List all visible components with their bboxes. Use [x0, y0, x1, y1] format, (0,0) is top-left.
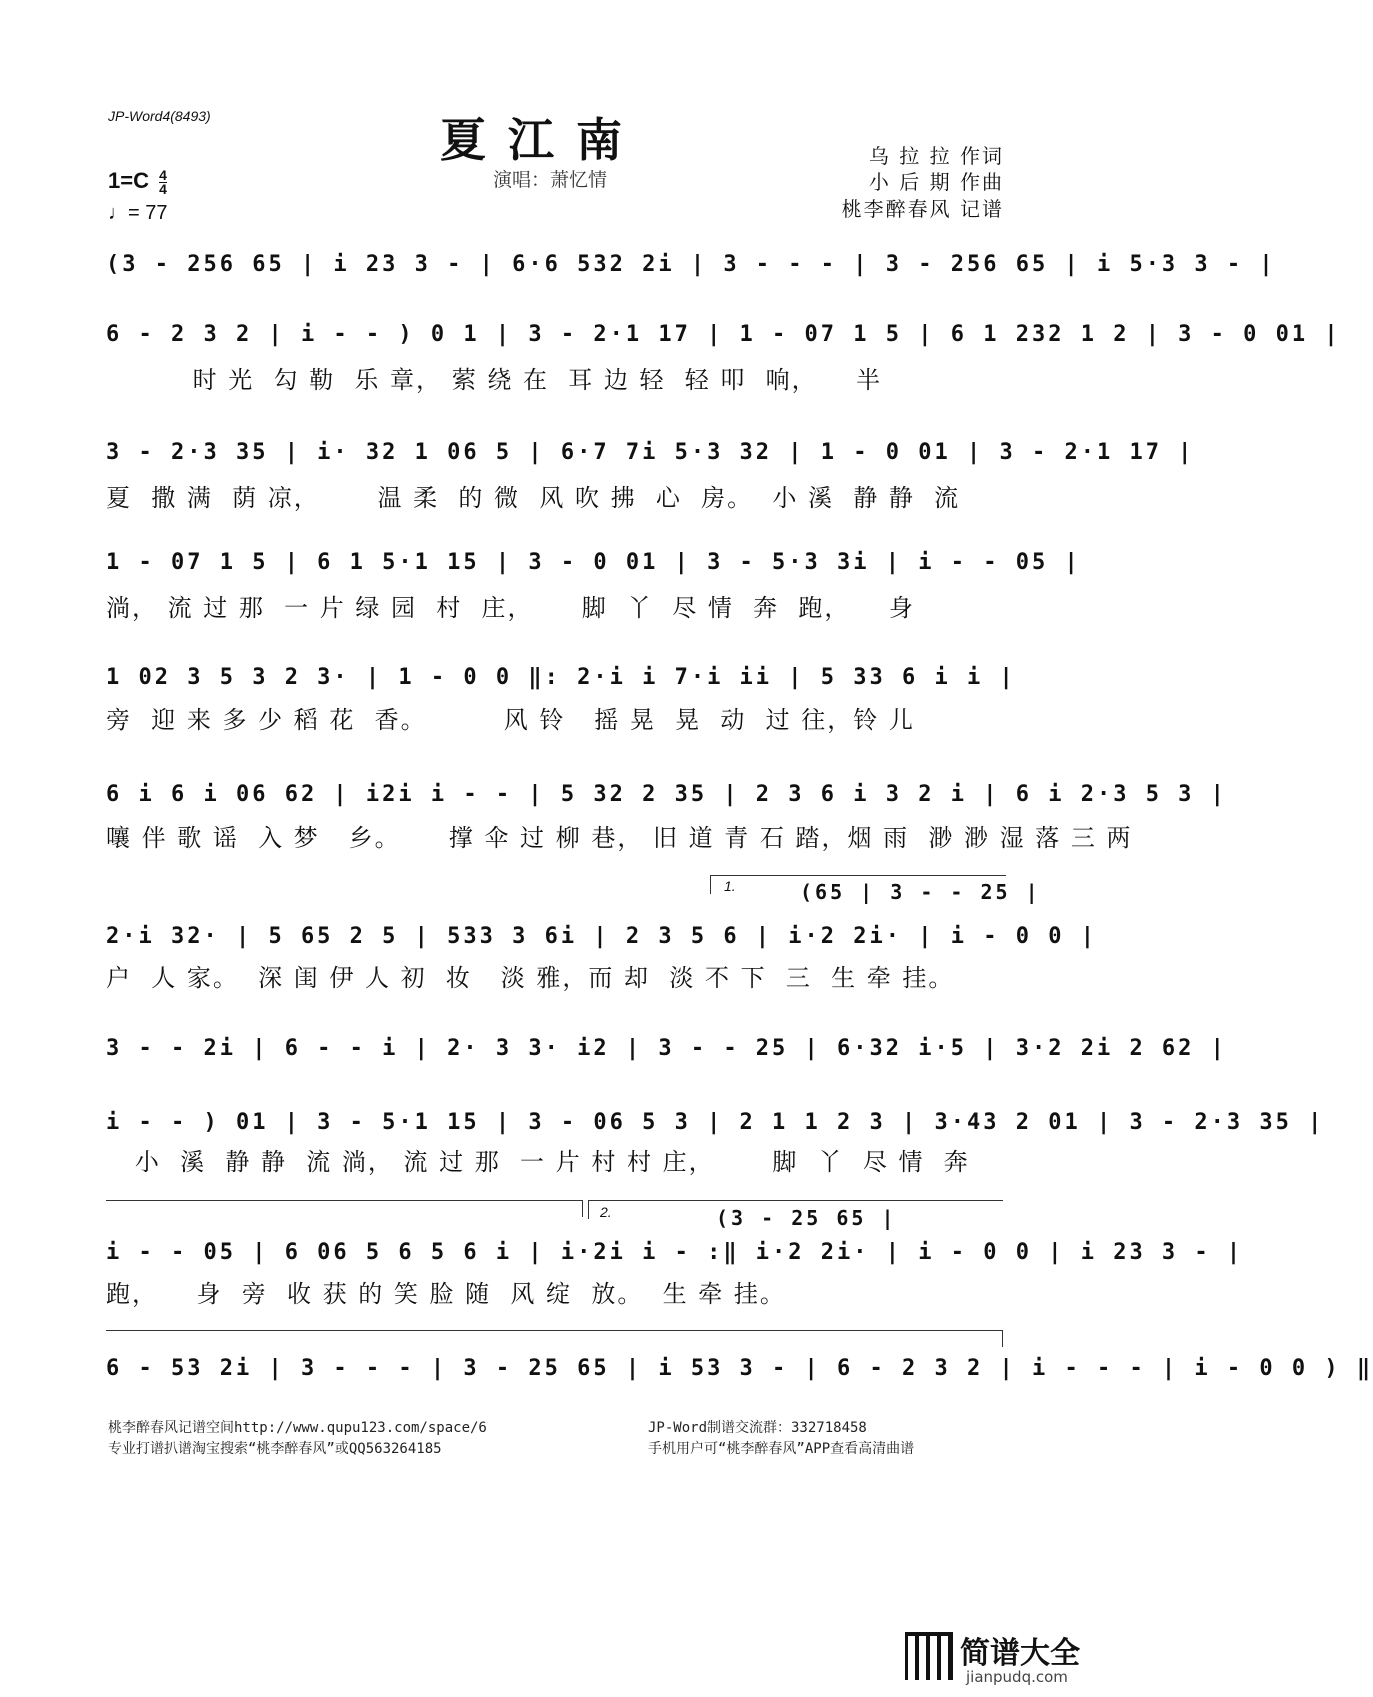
composer-credit: 小 后 期 作曲 — [868, 170, 1004, 194]
song-title: 夏江南 — [440, 113, 644, 167]
notes-line-2: 6 - 2 3 2 | i - - ) 0 1 | 3 - 2·1 17 | 1 - 07 1 5 | 6 1 232 1 2 | 3 - 0 01 | — [106, 322, 1341, 347]
key-signature — [108, 168, 167, 196]
notes-line-8: 3 - - 2i | 6 - - i | 2· 3 3· i2 | 3 - - 25 | 6·32 i·5 | 3·2 2i 2 62 | — [106, 1036, 1227, 1061]
lyric-line-4: 淌， 流 过 那 一 片 绿 园 村 庄， 脚 丫 尽 情 奔 跑， 身 — [106, 594, 915, 622]
lyric-line-5: 旁 迎 来 多 少 稻 花 香。 风 铃 摇 晃 晃 动 过 往，铃 儿 — [106, 706, 915, 734]
lyric-line-6: 嚷 伴 歌 谣 入 梦 乡。 撑 伞 过 柳 巷， 旧 道 青 石 踏，烟 雨 渺 渺 湿 落 三 两 — [106, 824, 1133, 852]
repeat-span-bracket — [106, 1200, 583, 1217]
time-signature — [159, 166, 167, 197]
notes-line-7: 2·i 32· | 5 65 2 5 | 533 3 6i | 2 3 5 6 | i·2 2i· | i - 0 0 | — [106, 924, 1097, 949]
time-numerator: 4 — [159, 166, 167, 183]
notes-line-9: i - - ) 01 | 3 - 5·1 15 | 3 - 06 5 3 | 2 1 1 2 3 | 3·43 2 01 | 3 - 2·3 35 | — [106, 1110, 1325, 1135]
notes-line-3: 3 - 2·3 35 | i· 32 1 06 5 | 6·7 7i 5·3 32 | 1 - 0 01 | 3 - 2·1 17 | — [106, 440, 1195, 465]
footer-group-info: JP-Word制谱交流群：332718458 — [648, 1420, 867, 1436]
notes-line-10: i - - 05 | 6 06 5 6 5 6 i | i·2i i - :‖ i·2 2i· | i - 0 0 | i 23 3 - | — [106, 1240, 1244, 1265]
footer-space-link: 桃李醉春风记谱空间http://www.qupu123.com/space/6 — [108, 1420, 487, 1436]
second-ending-number: 2. — [600, 1204, 612, 1220]
logo-text: 简谱大全 — [960, 1636, 1080, 1671]
first-ending-number: 1. — [724, 878, 736, 894]
lyric-line-9: 小 溪 静 静 流 淌， 流 过 那 一 片 村 村 庄， 脚 丫 尽 情 奔 — [106, 1148, 970, 1176]
tempo-value: = 77 — [128, 202, 168, 224]
transcriber-credit: 桃李醉春风 记谱 — [841, 197, 1004, 221]
notes-line-1: (3 - 256 65 | i 23 3 - | 6·6 532 2i | 3 - - - | 3 - 256 65 | i 5·3 3 - | — [106, 252, 1276, 277]
software-label: JP-Word4(8493) — [108, 108, 211, 124]
tempo-marking — [108, 202, 167, 225]
logo-url: jianpudq.com — [966, 1668, 1068, 1686]
notes-line-11: 6 - 53 2i | 3 - - - | 3 - 25 65 | i 53 3 - | 6 - 2 3 2 | i - - - | i - 0 0 ) ‖ — [106, 1356, 1373, 1381]
coda-bracket — [106, 1330, 1003, 1347]
footer-shop-info: 专业打谱扒谱淘宝搜索“桃李醉春风”或QQ563264185 — [108, 1441, 442, 1457]
notes-line-4: 1 - 07 1 5 | 6 1 5·1 15 | 3 - 0 01 | 3 - 5·3 3i | i - - 05 | — [106, 550, 1081, 575]
lyric-line-3: 夏 撒 满 荫 凉， 温 柔 的 微 风 吹 拂 心 房。 小 溪 静 静 流 — [106, 484, 961, 512]
lyric-line-2: 时 光 勾 勒 乐 章， 萦 绕 在 耳 边 轻 轻 叩 响， 半 — [106, 366, 883, 394]
lyric-line-10: 跑， 身 旁 收 获 的 笑 脸 随 风 绽 放。 生 牵 挂。 — [106, 1280, 786, 1308]
footer-app-info: 手机用户可“桃李醉春风”APP查看高清曲谱 — [648, 1441, 915, 1457]
second-ending-inner-notes: (3 - 25 65 | — [716, 1206, 897, 1230]
notes-line-6: 6 i 6 i 06 62 | i2i i - - | 5 32 2 35 | 2 3 6 i 3 2 i | 6 i 2·3 5 3 | — [106, 782, 1227, 807]
lyricist-credit: 乌 拉 拉 作词 — [868, 144, 1004, 168]
quarter-note-icon: ♩ — [108, 202, 128, 224]
notes-line-5: 1 02 3 5 3 2 3· | 1 - 0 0 ‖: 2·i i 7·i ii | 5 33 6 i i | — [106, 665, 1016, 690]
time-denominator: 4 — [159, 180, 167, 197]
singer-label: 演唱：萧忆情 — [493, 169, 608, 191]
first-ending-inner-notes: (65 | 3 - - 25 | — [800, 880, 1041, 904]
piano-logo-icon — [905, 1632, 953, 1680]
lyric-line-7: 户 人 家。 深 闺 伊 人 初 妆 淡 雅，而 却 淡 不 下 三 生 牵 挂。 — [106, 964, 955, 992]
key-label: 1=C — [108, 168, 149, 193]
